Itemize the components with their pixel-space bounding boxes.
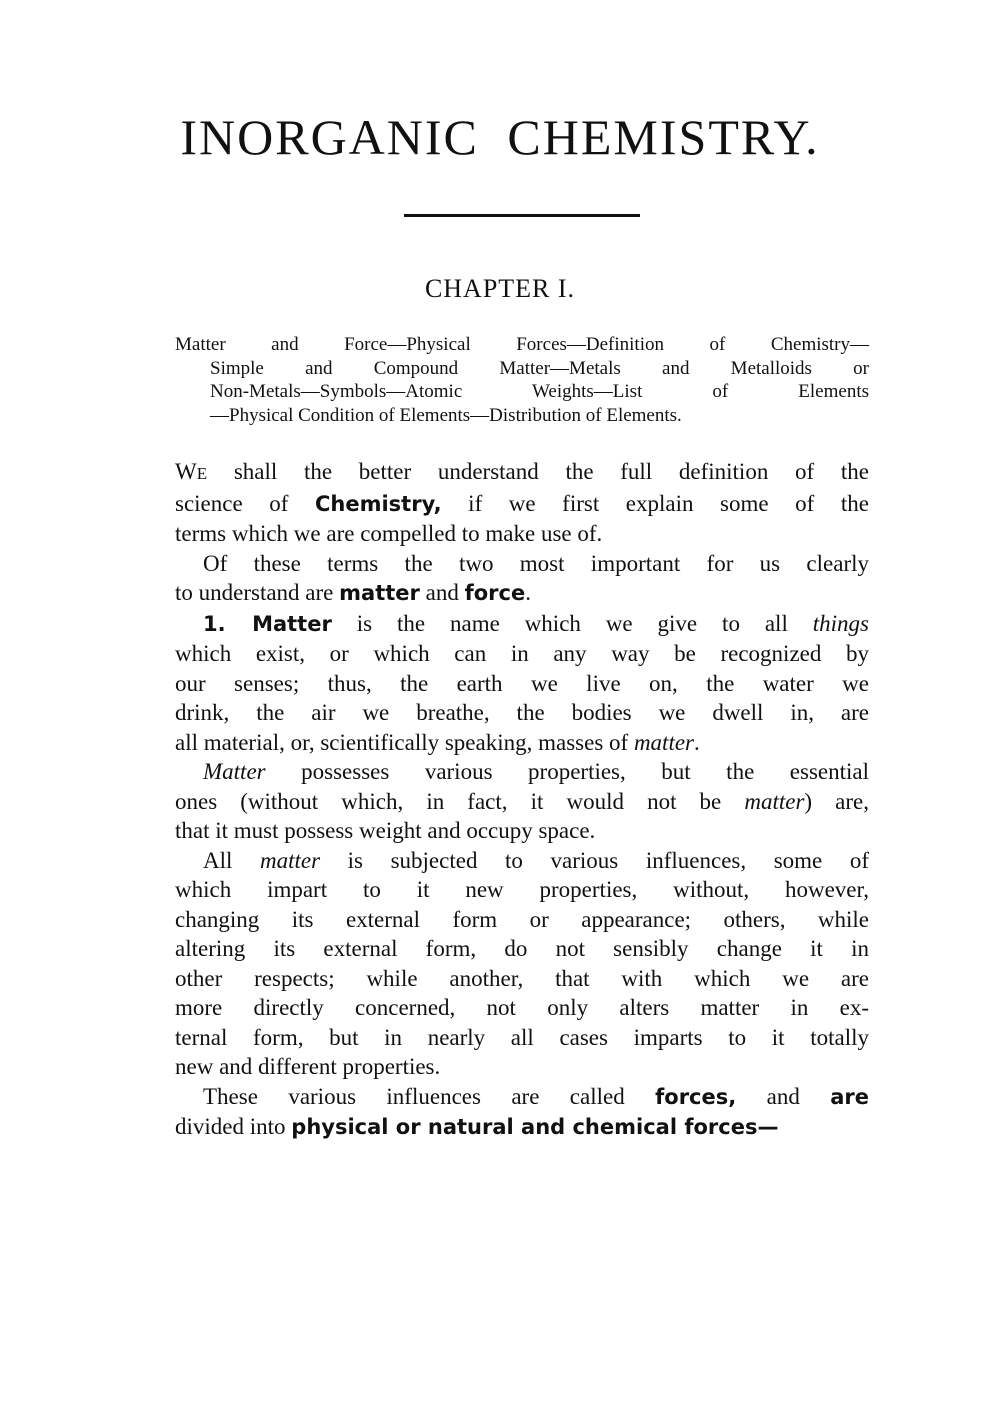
italic-term: things — [812, 610, 869, 636]
text-line: altering its external form, do not sensibly change it in — [175, 936, 869, 961]
text-run: is subjected to various influences, some of — [320, 847, 870, 873]
text-line: more directly concerned, not only alters matter in ex- — [175, 995, 869, 1020]
term-matter: Matter — [252, 611, 332, 636]
text-run: ) are, — [804, 788, 869, 814]
text-line: ternal form, but in nearly all cases imparts to it totally — [175, 1024, 869, 1050]
text-line — [175, 846, 869, 876]
text-line — [175, 728, 869, 758]
text-run: . — [525, 580, 531, 605]
text-run: divided into — [175, 1114, 292, 1139]
text-run: These various influences are called — [203, 1083, 656, 1109]
text-line: that it must possess weight and occupy space. — [175, 818, 596, 843]
text-line: which exist, or which can in any way be recognized by — [175, 641, 869, 666]
text-run: if we first explain some of the — [441, 490, 870, 516]
drop-letter: W — [175, 459, 197, 484]
text-run: science of — [175, 490, 315, 516]
text-line: terms which we are compelled to make use of. — [175, 521, 603, 546]
term-forces: forces, — [655, 1084, 737, 1109]
body-text — [175, 457, 869, 1143]
text-line — [175, 1082, 869, 1113]
text-run: ones (without which, in fact, it would not be — [175, 788, 745, 814]
text-run: possesses various properties, but the essential — [265, 759, 869, 784]
text-line — [175, 578, 869, 609]
text-line — [175, 787, 869, 817]
text-line: Of these terms the two most important for us clearly — [203, 550, 869, 576]
text-line: which impart to it new properties, without, however, — [175, 877, 869, 902]
text-run: all material, or, scientifically speaking, masses of — [175, 729, 634, 755]
italic-term: matter — [260, 847, 321, 873]
summary-line: —Physical Condition of Elements—Distribution of Elements. — [210, 404, 682, 426]
text-run: and — [736, 1083, 831, 1109]
term-force-kinds: physical or natural and chemical forces— — [291, 1115, 779, 1139]
title-divider — [404, 214, 640, 217]
text-line: our senses; thus, the earth we live on, the water we — [175, 670, 869, 696]
text-run: shall the better understand the full definition of the — [207, 459, 869, 484]
italic-term: matter — [744, 788, 805, 814]
text-line: changing its external form or appearance; others, while — [175, 906, 869, 932]
text-run: and — [419, 580, 465, 605]
chapter-heading: CHAPTER I. — [424, 274, 576, 303]
text-run: . — [694, 729, 700, 755]
italic-term: Matter — [203, 759, 266, 784]
text-line: new and different properties. — [175, 1054, 441, 1079]
text-line: drink, the air we breathe, the bodies we dwell in, are — [175, 700, 869, 725]
text-run: is the name which we give to all — [331, 610, 813, 636]
text-line — [175, 757, 869, 787]
term-matter: matter — [339, 581, 420, 605]
summary-line: Non-Metals—Symbols—Atomic Weights—List of Elements — [210, 381, 869, 402]
text-line — [175, 1112, 869, 1143]
term-force: force — [464, 581, 526, 605]
text-line — [175, 609, 869, 640]
text-line: other respects; while another, that with which we are — [175, 965, 869, 991]
text-line — [175, 489, 869, 520]
text-run: All — [203, 847, 260, 873]
page-title: INORGANIC CHEMISTRY. — [180, 109, 820, 165]
small-caps-letter: E — [196, 464, 208, 483]
summary-line: Matter and Force—Physical Forces—Definition of Chemistry— — [175, 334, 869, 355]
text-run: are — [830, 1084, 870, 1109]
italic-term: matter — [633, 729, 694, 755]
chapter-summary — [175, 333, 869, 427]
text-line — [175, 457, 869, 489]
section-number: 1. — [203, 611, 253, 636]
term-chemistry: Chemistry, — [314, 491, 442, 516]
text-run: to understand are — [175, 580, 340, 605]
summary-line: Simple and Compound Matter—Metals and Metalloids or — [210, 357, 869, 379]
